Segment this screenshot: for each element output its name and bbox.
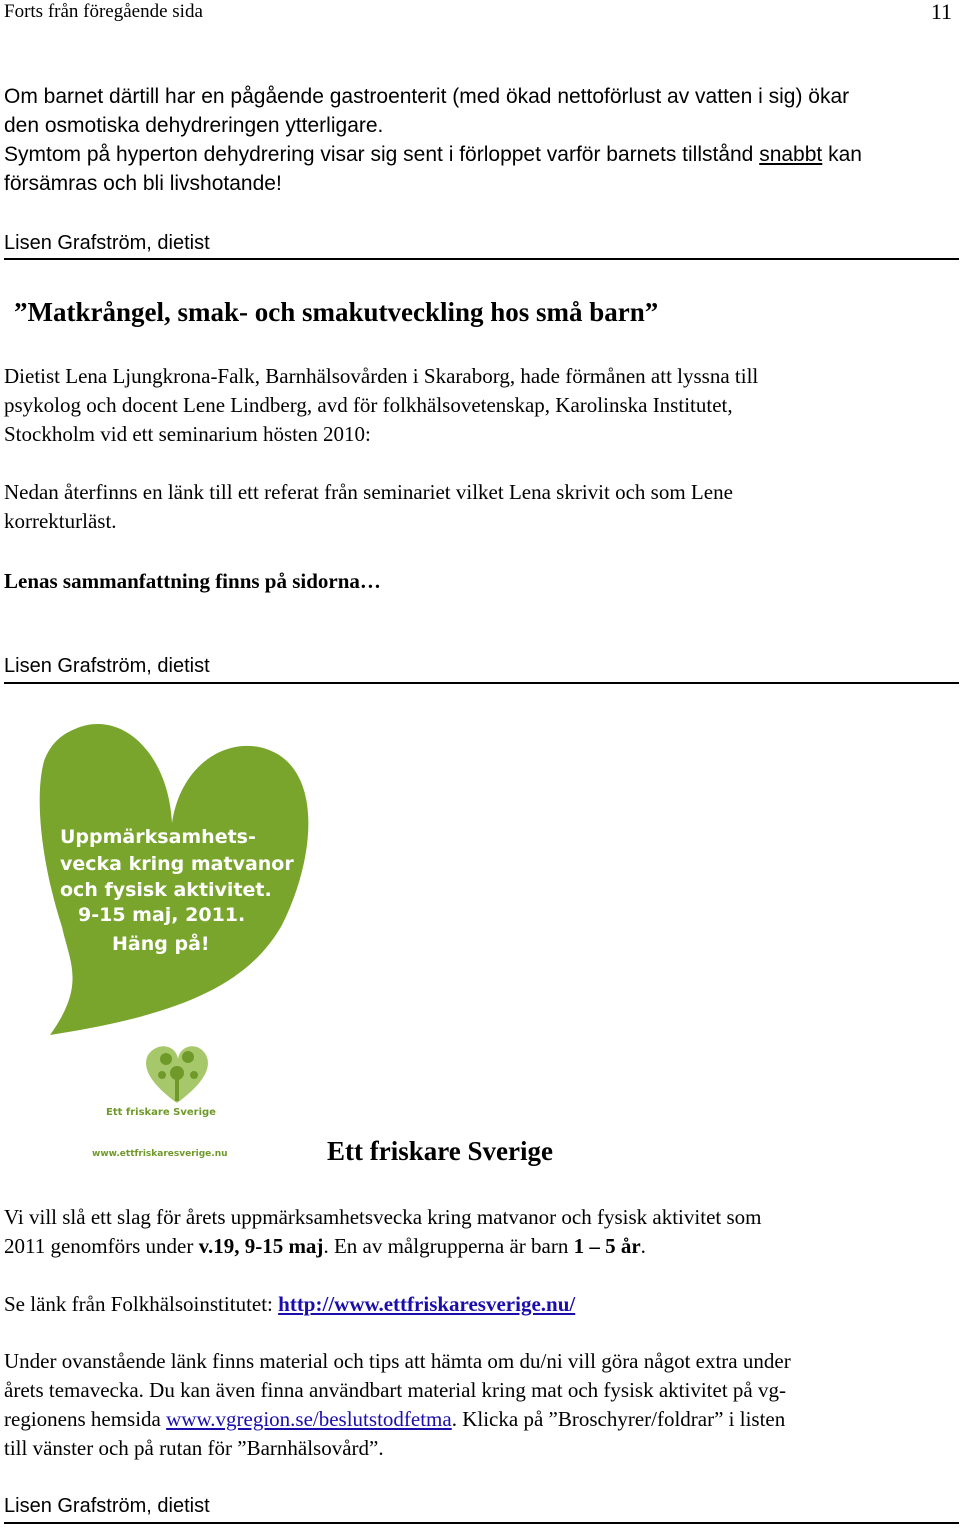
divider xyxy=(4,682,959,684)
text-line: årets temavecka. Du kan även finna användbart material kring mat och fysisk aktivitet på vg- xyxy=(4,1378,786,1402)
article-title: ”Matkrångel, smak- och smakutveckling hos små barn” xyxy=(14,297,659,327)
text-line: 2011 genomförs under v.19, 9-15 maj. En av målgrupperna är barn 1 – 5 år. xyxy=(4,1234,646,1258)
divider xyxy=(4,258,959,260)
text-line: försämras och bli livshotande! xyxy=(4,172,282,195)
section2-paragraph-2 xyxy=(4,478,956,536)
brand-name: Ett friskare Sverige xyxy=(106,1107,216,1118)
signature: Lisen Grafström, dietist xyxy=(4,655,210,677)
text-line: Under ovanstående länk finns material och tips att hämta om du/ni vill göra något extra under xyxy=(4,1349,791,1373)
brand-url: www.ettfriskaresverige.nu xyxy=(92,1149,228,1159)
text-line: Symtom på hyperton dehydrering visar sig sent i förloppet varför barnets tillstånd snabbt kan xyxy=(4,143,862,166)
tree-logo-icon xyxy=(146,1046,208,1103)
poster-line: och fysisk aktivitet. xyxy=(60,879,272,901)
section1-text xyxy=(4,82,956,198)
link-label: Se länk från Folkhälsoinstitutet: xyxy=(4,1292,279,1316)
campaign-dates: v.19, 9-15 maj xyxy=(198,1234,324,1258)
campaign-poster xyxy=(20,715,320,1175)
poster-line: Häng på! xyxy=(112,933,210,955)
text-line: Vi vill slå ett slag för årets uppmärksamhetsvecka kring matvanor och fysisk aktivitet som xyxy=(4,1205,762,1229)
continued-note: Forts från föregående sida xyxy=(4,1,203,22)
section3-paragraph-1 xyxy=(4,1203,956,1261)
target-age: 1 – 5 år xyxy=(573,1234,641,1258)
section-title: Ett friskare Sverige xyxy=(327,1136,553,1166)
heart-poster-graphic xyxy=(20,715,320,1175)
section2-paragraph-1 xyxy=(4,362,956,449)
signature: Lisen Grafström, dietist xyxy=(4,1495,210,1517)
text-line: regionens hemsida www.vgregion.se/beslutstodfetma. Klicka på ”Broschyrer/foldrar” i listen xyxy=(4,1407,786,1431)
text-line: Nedan återfinns en länk till ett referat från seminariet vilket Lena skrivit och som Lene xyxy=(4,480,733,504)
fhi-link[interactable]: http://www.ettfriskaresverige.nu/ xyxy=(278,1292,576,1316)
underlined-word: snabbt xyxy=(759,143,823,166)
summary-subheading: Lenas sammanfattning finns på sidorna… xyxy=(4,569,381,593)
poster-line: Uppmärksamhets- xyxy=(60,826,256,848)
text-line: den osmotiska dehydreringen ytterligare. xyxy=(4,114,384,137)
text-line: Dietist Lena Ljungkrona-Falk, Barnhälsovården i Skaraborg, hade förmånen att lyssna till xyxy=(4,364,759,388)
link-line xyxy=(4,1290,956,1319)
poster-line: vecka kring matvanor xyxy=(60,853,294,875)
signature: Lisen Grafström, dietist xyxy=(4,232,210,254)
page-number: 11 xyxy=(930,0,952,24)
section3-paragraph-2 xyxy=(4,1347,956,1463)
vgregion-link[interactable]: www.vgregion.se/beslutstodfetma xyxy=(166,1407,452,1431)
poster-line: 9-15 maj, 2011. xyxy=(78,904,246,926)
text-line: korrekturläst. xyxy=(4,509,117,533)
text-line: Om barnet därtill har en pågående gastroenterit (med ökad nettoförlust av vatten i sig) ökar xyxy=(4,85,850,108)
text-line: psykolog och docent Lene Lindberg, avd för folkhälsovetenskap, Karolinska Institutet, xyxy=(4,393,733,417)
divider xyxy=(4,1522,959,1524)
text-line: Stockholm vid ett seminarium hösten 2010: xyxy=(4,422,371,446)
text-line: till vänster och på rutan för ”Barnhälsovård”. xyxy=(4,1436,384,1460)
